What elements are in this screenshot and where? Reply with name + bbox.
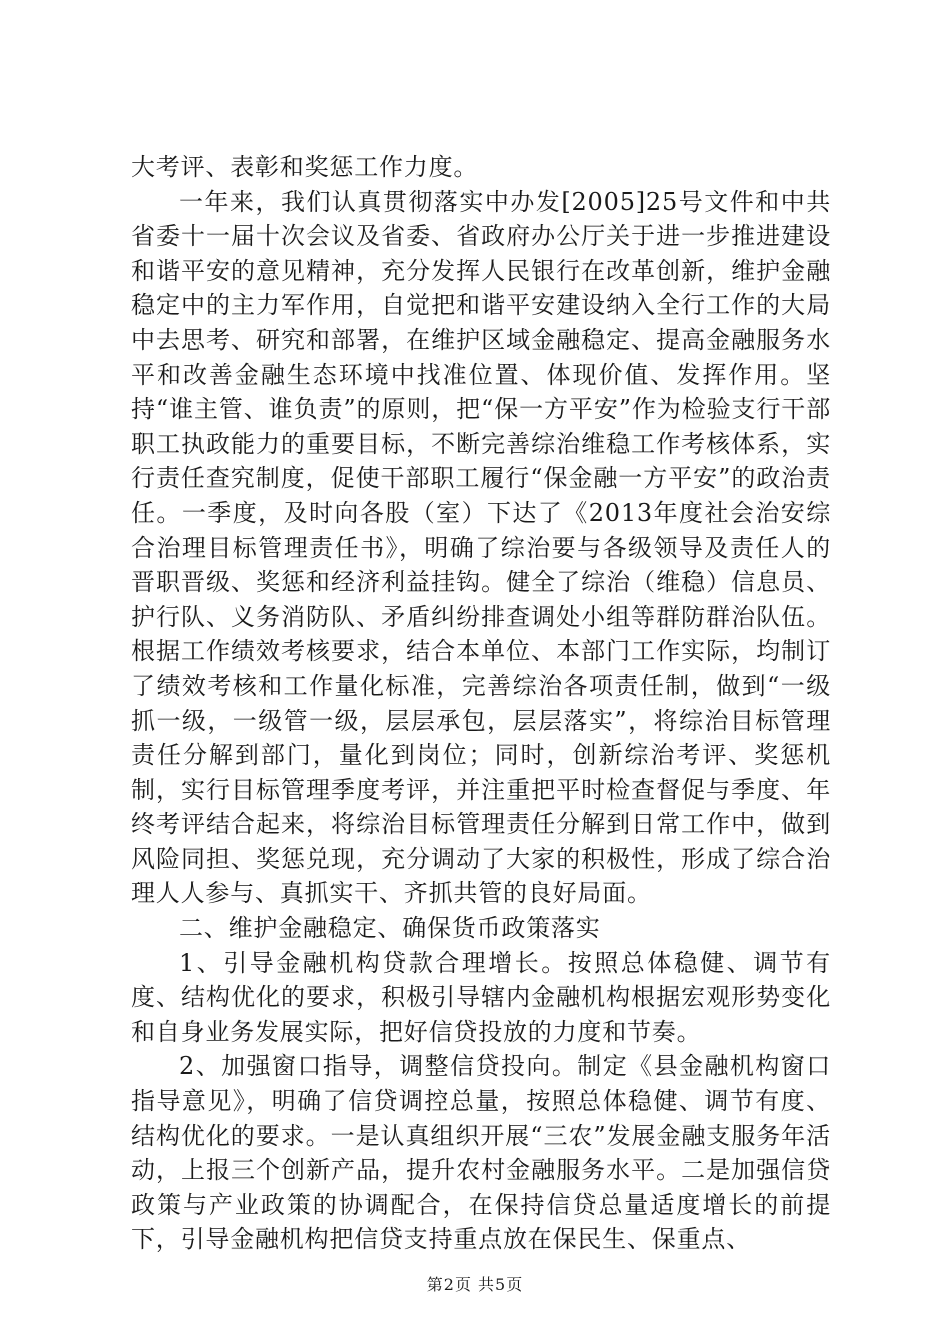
page-number-footer: 第2页 共5页 <box>426 1275 524 1294</box>
paragraph-item-2: 2、加强窗口指导，调整信贷投向。制定《县金融机构窗口指导意见》，明确了信贷调控总量，按照总体稳健、调节有度、结构优化的要求。一是认真组织开展“三农”发展金融支服务年活动，上报三个创新产品，提升农村金融服务水平。二是加强信贷政策与产业政策的协调配合，在保持信贷总量适度增长的前提下，引导金融机构把信贷支持重点放在保民生、保重点、 <box>131 1052 831 1254</box>
paragraph-continuation: 大考评、表彰和奖惩工作力度。 <box>131 153 479 181</box>
paragraph-item-1: 1、引导金融机构贷款合理增长。按照总体稳健、调节有度、结构优化的要求，积极引导辖内金融机构根据宏观形势变化和自身业务发展实际，把好信贷投放的力度和节奏。 <box>131 948 831 1046</box>
section-heading-financial-stability: 二、维护金融稳定、确保货币政策落实 <box>179 914 601 943</box>
paragraph-annual-summary: 一年来，我们认真贯彻落实中办发[2005]25号文件和中共省委十一届十次会议及省委、省政府办公厅关于进一步推进建设和谐平安的意见精神，充分发挥人民银行在改革创新，维护金融稳定中的主力军作用，自觉把和谐平安建设纳入全行工作的大局中去思考、研究和部署，在维护区域金融稳定、提高金融服务水平和改善金融生态环境中找准位置、体现价值、发挥作用。坚持“谁主管、谁负责”的原则，把“保一方平安”作为检验支行干部职工执政能力的重要目标，不断完善综治维稳工作考核体系，实行责任查究制度，促使干部职工履行“保金融一方平安”的政治责任。一季度，及时向各股（室）下达了《2013年度社会治安综合治理目标管理责任书》，明确了综治要与各级领导及责任人的晋职晋级、奖惩和经济利益挂钩。健全了综治（维稳）信息员、护行队、义务消防队、矛盾纠纷排查调处小组等群防群治队伍。根据工作绩效考核要求，结合本单位、本部门工作实际，均制订了绩效考核和工作量化标准，完善综治各项责任制，做到“一级抓一级，一级管一级，层层承包，层层落实”，将综治目标管理责任分解到部门，量化到岗位；同时，创新综治考评、奖惩机制，实行目标管理季度考评，并注重把平时检查督促与季度、年终考评结合起来，将综治目标管理责任分解到日常工作中，做到风险同担、奖惩兑现，充分调动了大家的积极性，形成了综合治理人人参与、真抓实干、齐抓共管的良好局面。 <box>131 187 831 908</box>
document-body <box>131 150 831 1257</box>
